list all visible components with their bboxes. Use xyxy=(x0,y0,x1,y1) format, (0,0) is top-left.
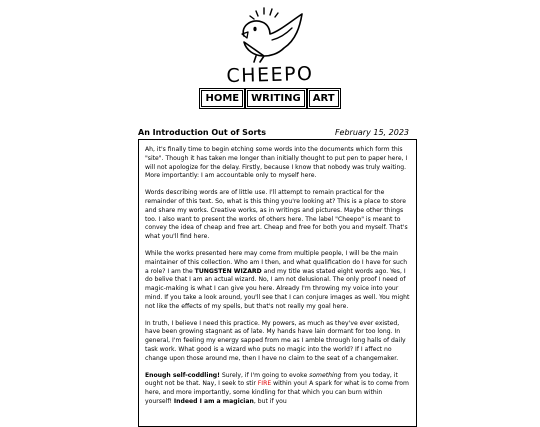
paragraph-2: Words describing words are of little use. I'll attempt to remain practical for the remainder of this text. So, what is this thing you're looking at? This is a place to store and share my works. Creative works, as in writings and pictures. Maybe other things too. I also want to present the works of others here. The label "Cheepo" is meant to convey the idea of cheap and free art. Cheap and free for both you and myself. That's what you'll find here. xyxy=(145,189,408,241)
paragraph-3-text-a: While the works presented here may come from multiple people, I will be the main maintainer of this collection. Who am I then, and what qualification do I have for such a role? I am the xyxy=(145,249,408,275)
paragraph-3-text-b: and my title was stated eight words ago. Yes, I do belive that I am an actual wizard. No, I am not delusional. The only proof I need of magic-making is what I can give you here. Already I'm throwing my voice into your mind. If you take a look around, you'll see that I can conjure images as well. You might not like the effects of my spells, but that's not really my goal here. xyxy=(145,267,410,310)
paragraph-5-text-b: from you today, it ought not be that. Nay, I seek to stir xyxy=(145,371,398,388)
paragraph-1: Ah, it's finally time to begin etching some words into the documents which form this "site". Though it has taken me longer than initially thought to put pen to paper here, I will not apologize for the delay. Firstly, because I know that nobody was truly waiting. More importantly: I am accountable only to myself here. xyxy=(145,146,408,180)
main-nav xyxy=(0,90,540,107)
magician-text: Indeed I am a magician xyxy=(173,397,254,405)
paragraph-5-text-a: Surely, if I'm going to evoke xyxy=(219,371,310,379)
nav-writing-button[interactable]: WRITING xyxy=(247,90,305,107)
site-title: CHEEPO xyxy=(226,62,314,88)
post-date: February 15, 2023 xyxy=(334,128,409,137)
paragraph-4: In truth, I believe I need this practice. My powers, as much as they've ever existed, have been growing stagnant as of late. My hands have lain dormant for too long. In general, I'm feeling my energy sapped from me as I amble through long halls of daily task work. What good is a wizard who puts no magic into the world? If I affect no change upon those around me, then I have no claim to the seat of a changemaker. xyxy=(145,319,406,362)
paragraph-3 xyxy=(145,250,410,312)
nav-home-button[interactable]: HOME xyxy=(201,90,243,107)
tungsten-wizard-text: TUNGSTEN WIZARD xyxy=(194,267,262,275)
paragraph-5-text-d: , but if you xyxy=(253,397,287,405)
paragraph-5 xyxy=(145,372,410,407)
post-body xyxy=(138,139,417,427)
post-title: An Introduction Out of Sorts xyxy=(138,128,266,137)
something-text: something xyxy=(309,371,342,379)
self-coddling-text: Enough self-coddling! xyxy=(145,371,220,379)
fire-text: FIRE xyxy=(257,380,272,388)
nav-art-button[interactable]: ART xyxy=(309,90,339,107)
paragraph-5-text-c: within you! A spark for what is to come from here, and more importantly, some kindling for that which you can burn within yourself! xyxy=(145,380,409,405)
bird-logo-icon[interactable] xyxy=(234,6,308,68)
